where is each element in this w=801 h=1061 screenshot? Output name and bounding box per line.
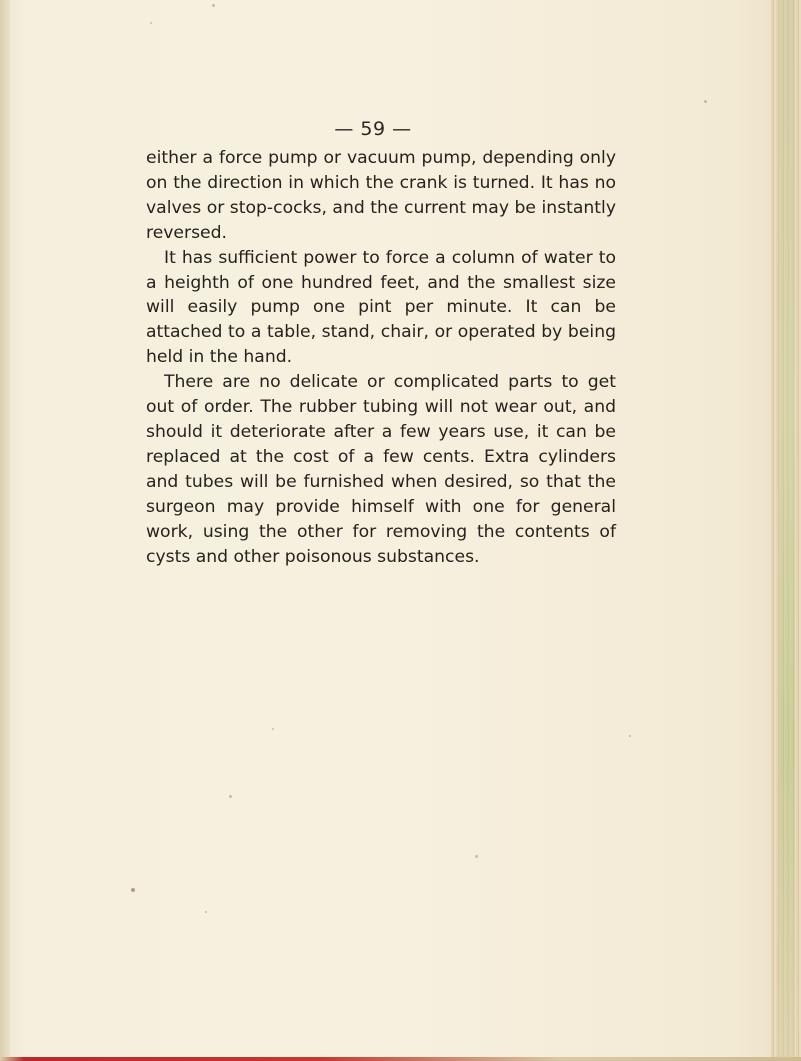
paper-speck — [131, 888, 135, 892]
page-gutter — [0, 0, 10, 1061]
paper-speck — [704, 100, 707, 103]
paper-speck — [205, 911, 207, 913]
paper-speck — [229, 795, 232, 798]
paper-speck — [475, 855, 478, 858]
paper-speck — [150, 22, 152, 24]
paragraph-durability: There are no delicate or complicated parts to get out of order. The rubber tubing will not wear out, and should it deteriorate after a few years use, it can be replaced at the cost of a few cents. Extra cylinders and tubes will be furnished when desired, so that the surgeon may provide himself with one for general work, using the other for removing the contents of cysts and other poisonous substances. — [146, 372, 616, 567]
paper-speck — [629, 735, 631, 737]
paper-speck — [272, 728, 274, 730]
page-number: — 59 — — [334, 118, 412, 140]
paragraph-continuation: either a force pump or vacuum pump, depending only on the direction in which the crank is turned. It has no valves or stop-cocks, and the current may be instantly reversed. — [146, 148, 616, 243]
paragraph-power: It has sufficient power to force a column of water to a heighth of one hundred feet, and the smallest size will easily pump one pint per minute. It can be attached to a table, stand, chair, or operated by being held in the hand. — [146, 247, 616, 368]
body-text — [146, 146, 616, 569]
page-edge-discoloration — [779, 0, 795, 1061]
paper-speck — [212, 4, 215, 7]
page-bottom-edge — [0, 1057, 801, 1061]
